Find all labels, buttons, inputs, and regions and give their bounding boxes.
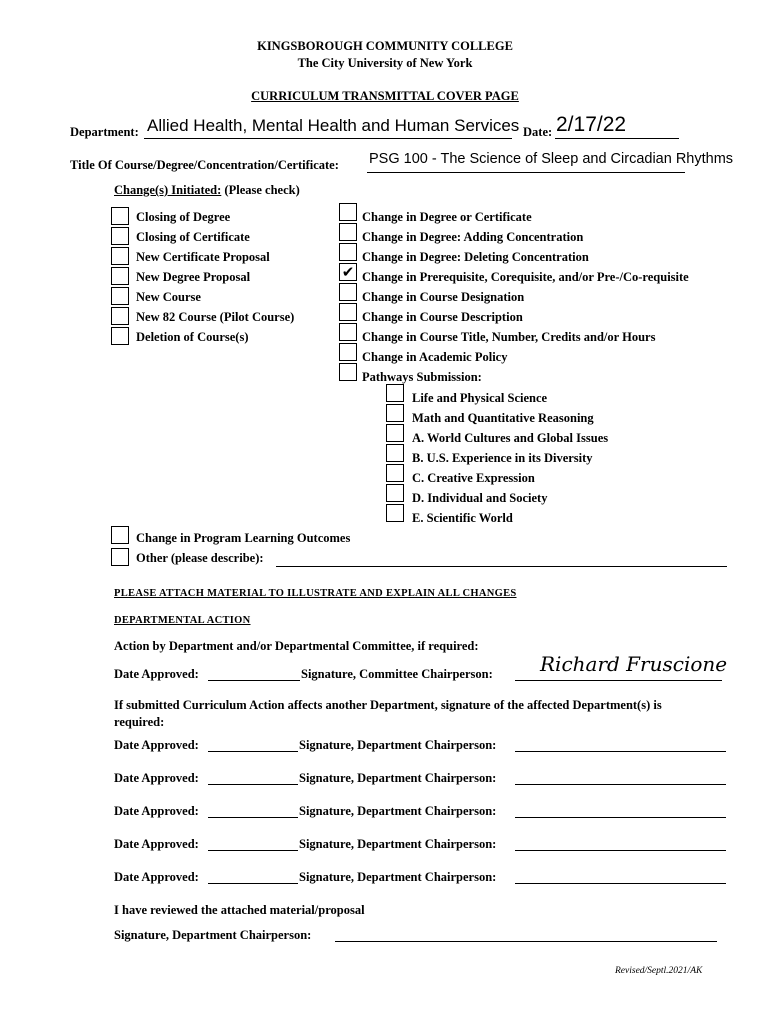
left-option-2-checkbox[interactable] xyxy=(111,247,129,265)
date-label: Date: xyxy=(523,125,553,139)
date-approved-field[interactable] xyxy=(208,817,298,818)
affected-note-line1: If submitted Curriculum Action affects another Department, signature of the affected Department(s) is xyxy=(114,698,662,712)
right-option-3-checkbox[interactable]: ✔ xyxy=(339,263,357,281)
pathway-option-6-label: E. Scientific World xyxy=(412,511,513,525)
page-title: CURRICULUM TRANSMITTAL COVER PAGE xyxy=(251,89,519,103)
left-option-3-checkbox[interactable] xyxy=(111,267,129,285)
university-name: The City University of New York xyxy=(297,56,473,70)
department-signature-field[interactable] xyxy=(515,817,726,818)
date-approved-label: Date Approved: xyxy=(114,870,199,884)
pathway-option-3-checkbox[interactable] xyxy=(386,444,404,462)
right-option-7-checkbox[interactable] xyxy=(339,343,357,361)
pathway-option-5-label: D. Individual and Society xyxy=(412,491,548,505)
bottom-option-1-label: Other (please describe): xyxy=(136,551,264,565)
revision-footer: Revised/Septl.2021/AK xyxy=(615,966,703,976)
date-approved-field[interactable] xyxy=(208,850,298,851)
right-option-1-checkbox[interactable] xyxy=(339,223,357,241)
pathway-option-6-checkbox[interactable] xyxy=(386,504,404,522)
department-field[interactable]: Allied Health, Mental Health and Human Services xyxy=(147,116,520,135)
right-option-0-label: Change in Degree or Certificate xyxy=(362,210,532,224)
date-approved-field[interactable] xyxy=(208,751,298,752)
left-option-1-label: Closing of Certificate xyxy=(136,230,250,244)
committee-signature: Richard Fruscione xyxy=(540,652,728,676)
left-option-3-label: New Degree Proposal xyxy=(136,270,251,284)
date-approved-label: Date Approved: xyxy=(114,738,199,752)
left-option-5-checkbox[interactable] xyxy=(111,307,129,325)
bottom-option-0-checkbox[interactable] xyxy=(111,526,129,544)
department-signature-field[interactable] xyxy=(515,883,726,884)
department-signature-field[interactable] xyxy=(515,784,726,785)
right-option-4-checkbox[interactable] xyxy=(339,283,357,301)
pathway-option-0-checkbox[interactable] xyxy=(386,384,404,402)
departmental-action-heading: DEPARTMENTAL ACTION xyxy=(114,615,251,626)
title-field[interactable]: PSG 100 - The Science of Sleep and Circadian Rhythms xyxy=(369,151,734,167)
pathway-option-1-label: Math and Quantitative Reasoning xyxy=(412,411,594,425)
left-option-1-checkbox[interactable] xyxy=(111,227,129,245)
right-option-2-checkbox[interactable] xyxy=(339,243,357,261)
date-approved-label: Date Approved: xyxy=(114,667,199,681)
pathway-option-2-label: A. World Cultures and Global Issues xyxy=(412,431,609,445)
left-option-4-label: New Course xyxy=(136,290,201,304)
department-label: Department: xyxy=(70,125,139,139)
right-option-5-checkbox[interactable] xyxy=(339,303,357,321)
department-signature-label: Signature, Department Chairperson: xyxy=(299,771,497,785)
department-signature-label: Signature, Department Chairperson: xyxy=(299,837,497,851)
right-option-6-label: Change in Course Title, Number, Credits and/or Hours xyxy=(362,330,656,344)
college-name: KINGSBOROUGH COMMUNITY COLLEGE xyxy=(257,39,513,53)
right-option-7-label: Change in Academic Policy xyxy=(362,350,508,364)
changes-heading: Change(s) Initiated: (Please check) xyxy=(114,183,300,197)
department-signature-field[interactable] xyxy=(515,850,726,851)
title-label: Title Of Course/Degree/Concentration/Certificate: xyxy=(70,158,339,172)
left-option-4-checkbox[interactable] xyxy=(111,287,129,305)
date-approved-label: Date Approved: xyxy=(114,771,199,785)
right-option-3-label: Change in Prerequisite, Corequisite, and/or Pre-/Co-requisite xyxy=(362,270,689,284)
left-option-0-label: Closing of Degree xyxy=(136,210,231,224)
pathway-option-4-label: C. Creative Expression xyxy=(412,471,535,485)
department-signature-field[interactable] xyxy=(515,751,726,752)
left-option-2-label: New Certificate Proposal xyxy=(136,250,270,264)
department-signature-label: Signature, Department Chairperson: xyxy=(299,738,497,752)
date-approved-label: Date Approved: xyxy=(114,837,199,851)
final-signature-label: Signature, Department Chairperson: xyxy=(114,928,312,942)
right-option-1-label: Change in Degree: Adding Concentration xyxy=(362,230,584,244)
right-option-6-checkbox[interactable] xyxy=(339,323,357,341)
pathway-option-0-label: Life and Physical Science xyxy=(412,391,548,405)
right-option-8-label: Pathways Submission: xyxy=(362,370,482,384)
pathway-option-2-checkbox[interactable] xyxy=(386,424,404,442)
date-approved-field[interactable] xyxy=(208,784,298,785)
bottom-option-0-label: Change in Program Learning Outcomes xyxy=(136,531,351,545)
right-option-5-label: Change in Course Description xyxy=(362,310,523,324)
right-option-0-checkbox[interactable] xyxy=(339,203,357,221)
left-option-0-checkbox[interactable] xyxy=(111,207,129,225)
right-option-4-label: Change in Course Designation xyxy=(362,290,525,304)
date-approved-label: Date Approved: xyxy=(114,804,199,818)
affected-note-line2: required: xyxy=(114,715,165,729)
pathway-option-4-checkbox[interactable] xyxy=(386,464,404,482)
date-approved-field[interactable] xyxy=(208,883,298,884)
pathway-option-3-label: B. U.S. Experience in its Diversity xyxy=(412,451,593,465)
pathway-option-5-checkbox[interactable] xyxy=(386,484,404,502)
right-option-8-checkbox[interactable] xyxy=(339,363,357,381)
left-option-5-label: New 82 Course (Pilot Course) xyxy=(136,310,295,324)
department-signature-label: Signature, Department Chairperson: xyxy=(299,804,497,818)
bottom-option-1-checkbox[interactable] xyxy=(111,548,129,566)
pathway-option-1-checkbox[interactable] xyxy=(386,404,404,422)
committee-note: Action by Department and/or Departmental Committee, if required: xyxy=(114,639,479,653)
right-option-2-label: Change in Degree: Deleting Concentration xyxy=(362,250,589,264)
left-option-6-label: Deletion of Course(s) xyxy=(136,330,249,344)
department-signature-label: Signature, Department Chairperson: xyxy=(299,870,497,884)
left-option-6-checkbox[interactable] xyxy=(111,327,129,345)
reviewed-note: I have reviewed the attached material/proposal xyxy=(114,903,365,917)
date-field[interactable]: 2/17/22 xyxy=(556,113,627,136)
attach-notice: PLEASE ATTACH MATERIAL TO ILLUSTRATE AND EXPLAIN ALL CHANGES xyxy=(114,588,517,599)
committee-signature-label: Signature, Committee Chairperson: xyxy=(301,667,493,681)
